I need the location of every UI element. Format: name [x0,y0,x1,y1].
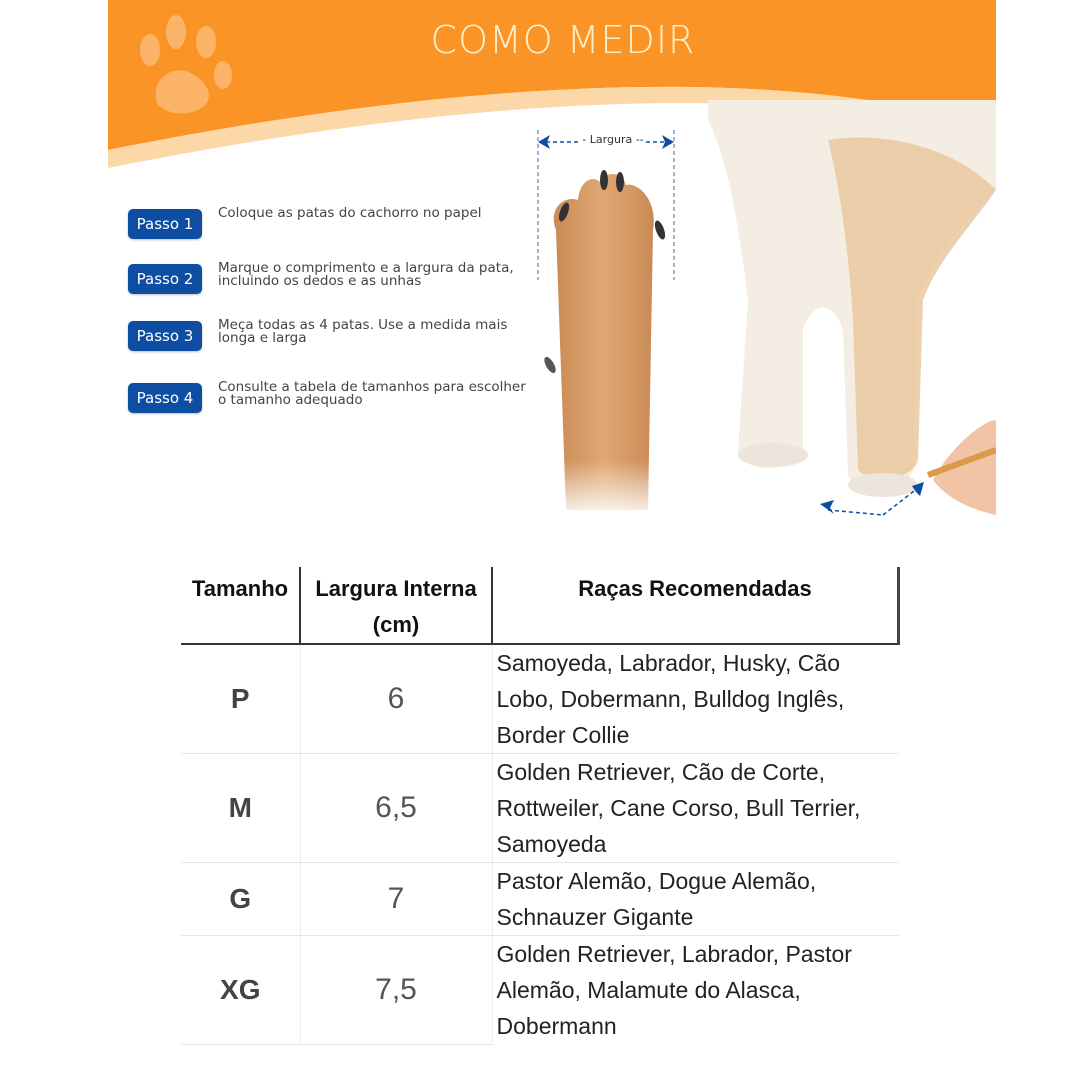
table-header-row [181,567,899,644]
step-badge: Passo 1 [128,209,202,239]
step-text: Consulte a tabela de tamanhos para escolher o tamanho adequado [218,379,526,408]
table-row [181,644,899,754]
column-header-width: Largura Interna (cm) [300,567,492,644]
column-header-size: Tamanho [181,567,300,644]
step-badge: Passo 4 [128,383,202,413]
step-1 [128,205,548,245]
size-cell: G [181,863,300,936]
table-row [181,863,899,936]
breeds-cell: Golden Retriever, Cão de Corte, Rottweiler, Cane Corso, Bull Terrier, Samoyeda [492,754,899,863]
column-header-breeds: Raças Recomendadas [492,567,899,644]
dog-legs-photo [708,100,996,540]
step-badge: Passo 2 [128,264,202,294]
step-2 [128,260,548,300]
step-text: Coloque as patas do cachorro no papel [218,205,482,221]
width-cell: 6 [300,644,492,754]
page-title: COMO MEDIR [430,18,696,62]
step-badge: Passo 3 [128,321,202,351]
step-4 [128,379,548,419]
size-cell: M [181,754,300,863]
size-cell: P [181,644,300,754]
step-text: Meça todas as 4 patas. Use a medida mais longa e larga [218,317,508,346]
table-row [181,936,899,1045]
step-text: Marque o comprimento e a largura da pata, incluindo os dedos e as unhas [218,260,514,289]
breeds-cell: Samoyeda, Labrador, Husky, Cão Lobo, Dobermann, Bulldog Inglês, Border Collie [492,644,899,754]
step-3 [128,317,548,357]
paw-width-diagram [528,120,688,520]
width-cell: 7 [300,863,492,936]
breeds-cell: Pastor Alemão, Dogue Alemão, Schnauzer Gigante [492,863,899,936]
size-cell: XG [181,936,300,1045]
breeds-cell: Golden Retriever, Labrador, Pastor Alemão, Malamute do Alasca, Dobermann [496,941,852,1039]
size-table [181,567,900,1045]
width-cell: 6,5 [300,754,492,863]
table-row [181,754,899,863]
how-to-measure-card [108,0,996,540]
width-cell: 7,5 [300,936,492,1045]
